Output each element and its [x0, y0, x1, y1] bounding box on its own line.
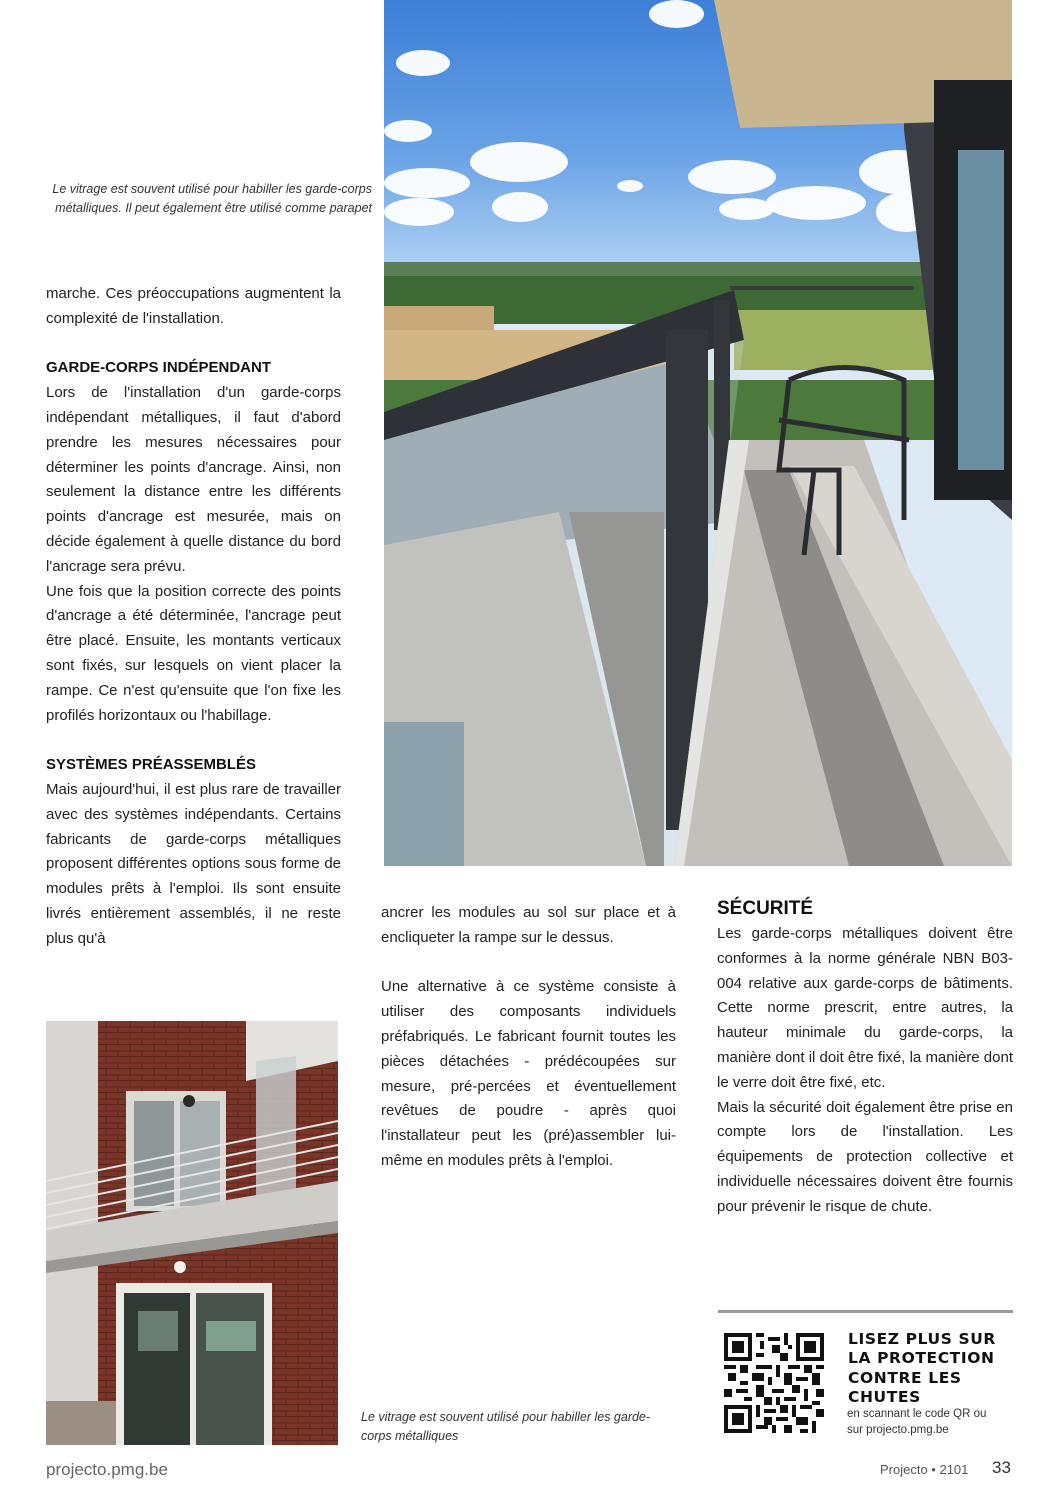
paragraph: Les garde-corps métalliques doivent être conformes à la norme générale NBN B03-004 relative aux garde-corps de bâtiments. Cette norme prescrit, entre autres, la hauteur minimale du garde-corps, la manière dont il doit être fixé, la manière dont le verre doit être fixé, etc. [717, 925, 1013, 1091]
footer-magazine: Projecto • 2101 [880, 1462, 969, 1477]
heading-garde-corps-independant: GARDE-CORPS INDÉPENDANT [46, 359, 272, 377]
paragraph: Mais aujourd'hui, il est plus rare de travailler avec des systèmes indépendants. Certains fabricants de garde-corps métalliques proposent différentes options sous forme de modules prêts à l'emploi. Ils sont ensuite livrés entièrement assemblés, il ne reste plus qu'à [46, 780, 341, 947]
brick-building-photo [46, 1021, 338, 1445]
promo-title [848, 1330, 1018, 1407]
caption-line: Le vitrage est souvent utilisé pour habiller les garde- [361, 1410, 651, 1424]
paragraph: ancrer les modules au sol sur place et à encliqueter la rampe sur le dessus. [381, 904, 676, 946]
caption-line: Le vitrage est souvent utilisé pour habiller les garde-corps [52, 182, 372, 196]
page-number: 33 [992, 1458, 1011, 1477]
promo-title-line: CHUTES [848, 1387, 921, 1406]
promo-divider [718, 1310, 1013, 1313]
heading-securite: SÉCURITÉ [717, 898, 814, 919]
promo-subtitle-line: sur projecto.pmg.be [847, 1423, 949, 1436]
promo-title-line: CONTRE LES [848, 1368, 962, 1387]
column-3 [717, 896, 1013, 1220]
column-1 [46, 282, 341, 952]
paragraph: Une alternative à ce système consiste à utiliser des composants individuels préfabriqués. Le fabricant fournit toutes les pièces détachées - prédécoupées sur mesure, pré-percées et éventuellement revêtues de poudre - après quoi l'installateur peut les (pré)assembler lui-même en modules prêts à l'emploi. [381, 978, 676, 1169]
photo-caption-top [50, 180, 372, 218]
column-2 [381, 901, 676, 1174]
promo-subtitle [847, 1407, 1017, 1438]
promo-title-line: LISEZ PLUS SUR [848, 1330, 996, 1348]
balcony-photo [384, 0, 1012, 866]
photo-caption-bottom [361, 1408, 681, 1446]
paragraph: Lors de l'installation d'un garde-corps indépendant métalliques, il faut d'abord prendre les mesures nécessaires pour déterminer les points d'ancrage. Ainsi, non seulement la distance entre les différents points d'ancrage est mesurée, mais on décide également à quelle distance du bord l'ancrage sera prévu. [46, 384, 341, 575]
paragraph-intro: marche. Ces préoccupations augmentent la complexité de l'installation. [46, 285, 341, 327]
qr-code-icon[interactable] [724, 1333, 824, 1433]
footer-site-link[interactable]: projecto.pmg.be [46, 1460, 168, 1479]
caption-line: métalliques. Il peut également être utilisé comme parapet [55, 201, 372, 215]
paragraph: Une fois que la position correcte des points d'ancrage a été déterminée, l'ancrage peut être placé. Ensuite, les montants verticaux sont fixés, sur lesquels on vient placer la rampe. Ce n'est qu'ensuite que l'on fixe les profilés horizontaux ou l'habillage. [46, 582, 341, 724]
caption-line: corps métalliques [361, 1429, 459, 1443]
paragraph: Mais la sécurité doit également être prise en compte lors de l'installation. Les équipements de protection collective et individuelle nécessaires doivent être fournis pour prévenir le risque de chute. [717, 1098, 1013, 1215]
heading-systemes-preassembles: SYSTÈMES PRÉASSEMBLÉS [46, 756, 257, 774]
promo-subtitle-line: en scannant le code QR ou [847, 1408, 987, 1420]
promo-title-line: LA PROTECTION [848, 1349, 995, 1368]
